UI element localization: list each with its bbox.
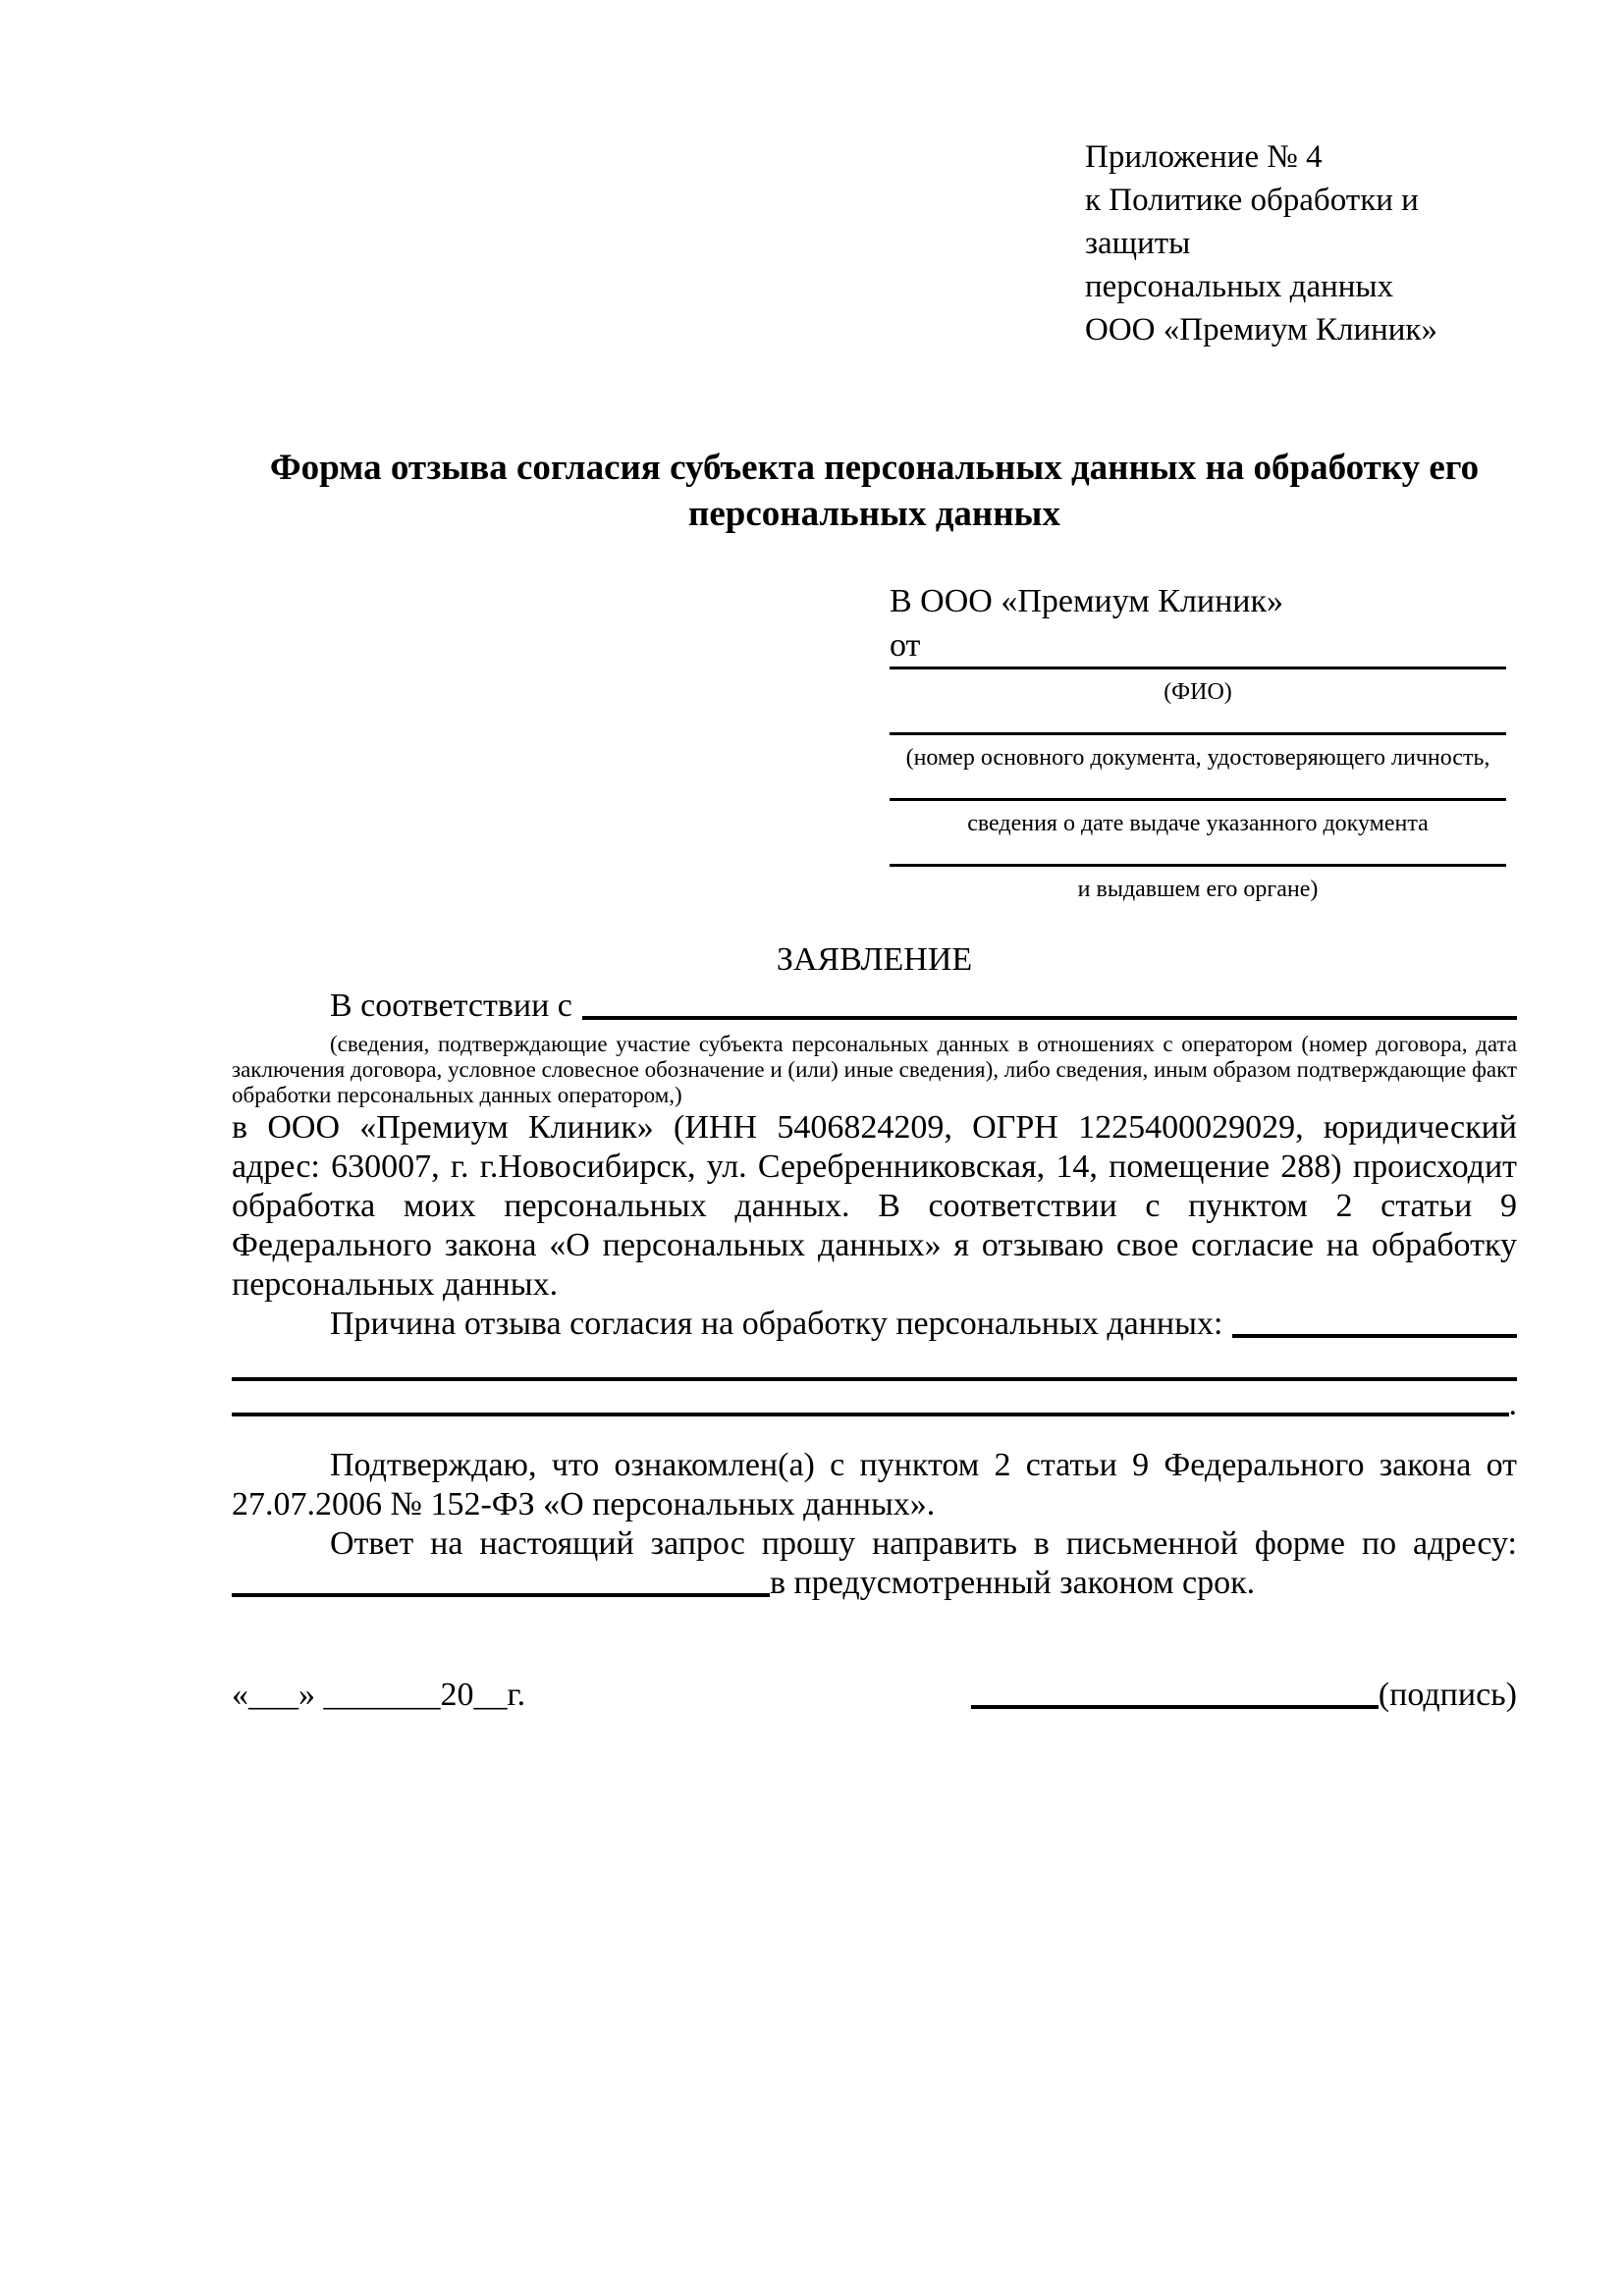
statement-heading: ЗАЯВЛЕНИЕ <box>776 941 973 978</box>
fio-blank-line <box>890 667 1506 669</box>
document-number-field <box>890 732 1506 771</box>
footer-row <box>232 1676 1517 1715</box>
confirm-paragraph: Подтверждаю, что ознакомлен(а) с пунктом 2 статьи 9 Федерального закона от 27.07.2006 № 152-ФЗ «О персональных данных». <box>232 1447 1517 1522</box>
document-number-caption: (номер основного документа, удостоверяющего личность, <box>905 745 1490 771</box>
accordance-line <box>232 987 1517 1026</box>
signature-caption: (подпись) <box>1378 1677 1517 1713</box>
annex-note-line: к Политике обработки и защиты <box>1085 183 1419 261</box>
addressee-to: В ООО «Премиум Клиник» <box>890 583 1284 619</box>
reply-address-line <box>232 1564 1517 1603</box>
accordance-label: В соответствии с <box>330 988 572 1024</box>
reason-blank-line <box>1232 1305 1517 1338</box>
reason-blank-line-2 <box>232 1377 1517 1381</box>
addressee-from-label: от <box>890 627 921 664</box>
signature-blank-line <box>971 1676 1379 1709</box>
reason-blank-line-3-rule <box>232 1385 1509 1416</box>
annex-note <box>1085 135 1517 351</box>
document-number-blank-line <box>890 732 1506 735</box>
reply-suffix: в предусмотренный законом срок. <box>770 1565 1256 1601</box>
issue-date-blank-line <box>890 798 1506 801</box>
annex-note-line: ООО «Премиум Клиник» <box>1085 312 1437 347</box>
annex-note-line: Приложение № 4 <box>1085 139 1323 175</box>
form-title: Форма отзыва согласия субъекта персональных данных на обработку его персональных данных <box>269 448 1480 534</box>
addressee-block <box>890 578 1506 902</box>
issuing-authority-field <box>890 864 1506 902</box>
issuing-authority-blank-line <box>890 864 1506 867</box>
accordance-blank-line <box>582 987 1517 1020</box>
footnote-text: (сведения, подтверждающие участие субъекта персональных данных в отношениях с оператором (номер договора, дата заключения договора, условное словесное обозначение и (или) иные сведения), либо сведения, иным образом подтверждающие факт обработки персональных данных оператором,) <box>232 1032 1517 1107</box>
fio-caption: (ФИО) <box>1164 679 1232 705</box>
reason-label: Причина отзыва согласия на обработку персональных данных: <box>330 1306 1223 1342</box>
date-line: «___» _______20__г. <box>232 1677 526 1713</box>
reply-address-blank-line <box>232 1564 770 1597</box>
signature-group <box>971 1676 1517 1715</box>
operator-paragraph: в ООО «Премиум Клиник» (ИНН 5406824209, ОГРН 1225400029029, юридический адрес: 630007, г. г.Новосибирск, ул. Серебренниковская, 14, помещение 288) происходит обработка моих персональных данных. В соответствии с пунктом 2 статьи 9 Федерального закона «О персональных данных» я отзываю свое согласие на обработку персональных данных. <box>232 1109 1517 1303</box>
reply-request-line: Ответ на настоящий запрос прошу направить в письменной форме по адресу: <box>330 1525 1517 1562</box>
issue-date-field <box>890 798 1506 836</box>
issue-date-caption: сведения о дате выдаче указанного документа <box>967 811 1429 836</box>
issuing-authority-caption: и выдавшем его органе) <box>1077 877 1319 902</box>
reason-line <box>232 1305 1517 1344</box>
reason-blank-line-3 <box>232 1385 1517 1424</box>
reason-line-period: . <box>1508 1386 1517 1422</box>
fio-field <box>890 667 1506 705</box>
annex-note-line: персональных данных <box>1085 269 1394 304</box>
